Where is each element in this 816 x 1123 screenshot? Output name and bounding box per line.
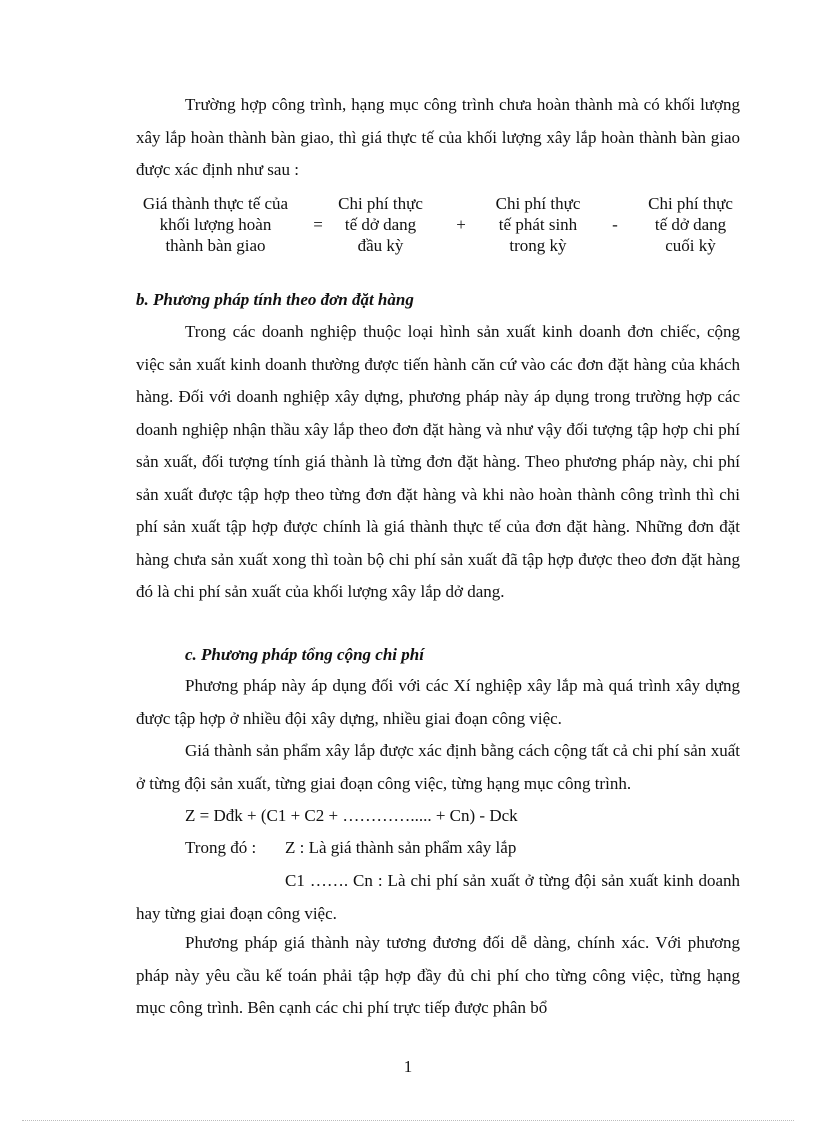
formula-term-completed: Giá thành thực tế của khối lượng hoàn thành bàn giao	[142, 194, 289, 255]
paragraph-intro: Trường hợp công trình, hạng mục công trình chưa hoàn thành mà có khối lượng xây lắp hoàn thành bàn giao, thì giá thực tế của khối lượng xây lắp hoàn thành bàn giao được xác định như sau :	[136, 95, 740, 179]
where-c-definition: C1 ……. Cn : Là chi phí sản xuất ở từng đội sản xuất kinh doanh hay từng giai đoạn công việc.	[136, 871, 740, 923]
formula-term-opening-wip: Chi phí thực tế dở dang đầu kỳ	[338, 194, 423, 255]
cost-formula	[128, 193, 748, 263]
equation-z: Z = Dđk + (C1 + C2 + …………..... + Cn) - Dck	[185, 806, 518, 825]
page-bottom-border	[22, 1120, 794, 1121]
page-number: 1	[403, 1057, 413, 1076]
paragraph-total-cost-intro: Phương pháp này áp dụng đối với các Xí nghiệp xây lắp mà quá trình xây dựng được tập hợp ở nhiều đội xây dựng, nhiều giai đoạn công việc.	[136, 676, 740, 728]
paragraph-method-evaluation: Phương pháp giá thành này tương đương đối dễ dàng, chính xác. Với phương pháp này yêu cầu kế toán phải tập hợp đầy đủ chi phí cho từng công việc, từng hạng mục công trình. Bên cạnh các chi phí trực tiếp được phân bổ	[136, 933, 740, 1017]
heading-total-cost-method: c. Phương pháp tổng cộng chi phí	[185, 645, 424, 664]
formula-minus: -	[612, 215, 618, 234]
paragraph-cost-definition: Giá thành sản phẩm xây lắp được xác định bằng cách cộng tất cả chi phí sản xuất ở từng đội sản xuất, từng giai đoạn công việc, từng hạng mục công trình.	[136, 741, 740, 793]
heading-order-method: b. Phương pháp tính theo đơn đặt hàng	[136, 290, 414, 309]
formula-term-closing-wip: Chi phí thực tế dở dang cuối kỳ	[648, 194, 733, 255]
formula-equals: =	[313, 215, 323, 234]
where-z-definition: Z : Là giá thành sản phẩm xây lắp	[285, 838, 517, 857]
formula-term-incurred: Chi phí thực tế phát sinh trong kỳ	[495, 194, 581, 255]
paragraph-order-method: Trong các doanh nghiệp thuộc loại hình sản xuất kinh doanh đơn chiếc, cộng việc sản xuất kinh doanh thường được tiến hành căn cứ vào các đơn đặt hàng của khách hàng. Đối với doanh nghiệp xây dựng, phương pháp này áp dụng trong trường hợp các doanh nghiệp nhận thầu xây lắp theo đơn đặt hàng và như vậy đối tượng tập hợp chi phí sản xuất, đối tượng tính giá thành là từng đơn đặt hàng. Theo phương pháp này, chi phí sản xuất được tập hợp theo từng đơn đặt hàng và khi nào hoàn thành công trình thì chi phí sản xuất tập hợp được chính là giá thành thực tế của đơn đặt hàng. Những đơn đặt hàng chưa sản xuất xong thì toàn bộ chi phí sản xuất đã tập hợp được theo đơn đặt hàng đó là chi phí sản xuất của khối lượng xây lắp dở dang.	[136, 322, 740, 601]
formula-plus: +	[456, 215, 466, 234]
where-label: Trong đó :	[185, 838, 257, 857]
